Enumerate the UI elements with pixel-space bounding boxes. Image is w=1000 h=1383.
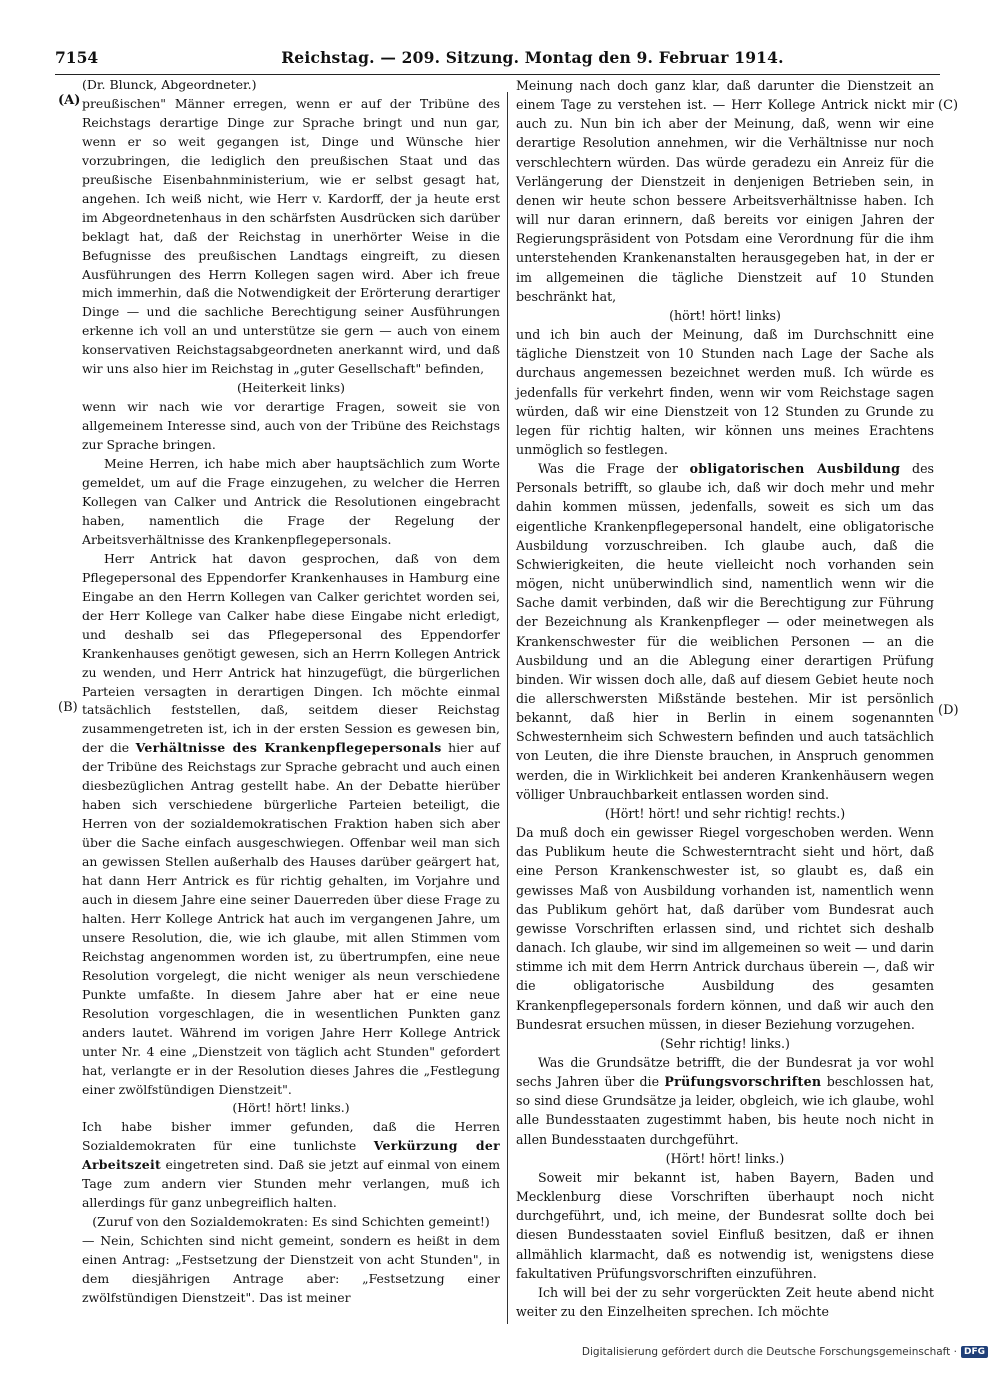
dfg-logo: DFG [961,1346,988,1358]
paragraph [82,1118,500,1213]
emphasis: obligatorischen Ausbildung [689,461,901,477]
margin-mark-d: (D) [938,703,959,718]
emphasis: Prüfungsvorschriften [664,1074,822,1090]
interjection: (Hört! hört! links.) [232,1100,350,1116]
emphasis: Verkürzung der Arbeitszeit [82,1138,500,1173]
paragraph: preußischen" Männer erregen, wenn er auf der Tribüne des Reichstags derartige Dinge zur Sprache bringt und nun gar, wenn er so weit gegangen ist, Dinge und Wünsche hier vorzubringen, die lediglich den preußischen Staat und das preußische Eisenbahnministerium, wie er selbst gesagt hat, angehen. Ich weiß nicht, wie Herr v. Kardorff, der ja heute erst im Abgeordnetenhaus in den schärfsten Ausdrücken sich darüber beklagt hat, daß der Reichstag in unerhörter Weise in die Befugnisse des preußischen Landtags eingreift, zu diesen Ausführungen des Herrn Kollegen sagen wird. Aber ich freue mich immerhin, daß die Notwendigkeit der Erörterung derartiger Dinge — und die sachliche Berechtigung seiner Ausführungen erkenne ich voll an und unterstütze sie gern — auch von einem konservativen Reichstagsabgeordneten anerkannt wird, und daß wir uns also hier im Reichstag in „guter Gesellschaft" befinden, [82,95,500,377]
paragraph-text: beschlossen hat, so sind diese Grundsätze ja leider, obgleich, wie ich glaube, wohl alle Bundesstaaten zugestimmt haben, bis heute noch nicht in allen Bundesstaaten durchgeführt. [516,1074,935,1147]
paragraph-text: hier auf der Tribüne des Reichstags zur Sprache gebracht und auch einen diesbezüglichen Antrag gestellt habe. An der Debatte hierüber haben sich verschiedene bürgerliche Parteien beteiligt, die Herren von der sozialdemokratischen Fraktion haben sich aber über die Sache einfach ausgeschwiegen. Offenbar weil man sich an gewissen Stellen außerhalb des Hauses darüber geärgert hat, hat dann Herr Antrick es für richtig gehalten, im Vorjahre und auch in diesem Jahre eine seiner Dauerreden über diese Frage zu halten. Herr Kollege Antrick hat auch im vergangenen Jahre, um unsere Resolution, die, wie ich glaube, mit allen Stimmen vom Reichstag angenommen worden ist, zu übertrumpfen, eine neue Resolution vorgelegt, die nicht weniger als neun verschiedene Punkte umfaßte. In diesem Jahre aber hat er eine neue Resolution vorgeschlagen, die in wesentlichen Punkten ganz anders lautet. Während im vorigen Jahre Herr Kollege Antrick unter Nr. 4 eine „Dienstzeit von täglich acht Stunden" gefordert hat, verlangte er in der Resolution dieses Jahres die „Festlegung einer zwölfstündigen Dienstzeit". [82,740,500,1097]
paragraph-text: Herr Antrick hat davon gesprochen, daß von dem Pflegepersonal des Eppendorfer Krankenhauses in Hamburg eine Eingabe an den Herrn Kollegen van Calker gerichtet worden sei, der Herr Kollege van Calker habe diese Eingabe nicht erledigt, und deshalb sei das Pflegepersonal des Eppendorfer Krankenhauses genötigt gewesen, sich an Herrn Kollegen Antrick zu wenden, und Herr Antrick hat hinzugefügt, die bürgerlichen Parteien versagten in derartigen Dingen. Ich möchte einmal tatsächlich feststellen, daß, seitdem dieser Reichstag zusammengetreten ist, ich in der ersten Session es gewesen bin, der die [82,550,500,756]
margin-mark-b: (B) [58,700,78,715]
interjection: (Hört! hört! links.) [665,1150,785,1166]
interjection: (Zuruf von den Sozialdemokraten: Es sind Schichten gemeint!) [92,1214,490,1230]
margin-mark-c: (C) [938,98,959,113]
page-number: 7154 [55,48,99,67]
speaker-label: (Dr. Blunck, Abgeordneter.) [82,77,257,92]
paragraph-text: eingetreten sind. Daß sie jetzt auf einmal von einem Tage zum andern vier Stunden mehr verlangen, muß ich allerdings für ganz unbegreiflich halten. [82,1157,500,1211]
margin-mark-a: (A) [58,93,81,108]
paragraph [516,459,934,804]
paragraph-text: Was die Grundsätze betrifft, die der Bundesrat ja vor wohl sechs Jahren über die [516,1054,934,1090]
interjection: (Sehr richtig! links.) [660,1035,790,1051]
right-column [516,76,934,1321]
footer-text: Digitalisierung gefördert durch die Deutsche Forschungsgemeinschaft · [581,1346,957,1358]
interjection: (hört! hört! links) [669,307,781,323]
paragraph: Meinung nach doch ganz klar, daß darunter die Dienstzeit an einem Tage zu verstehen ist. — Herr Kollege Antrick nickt mir auch zu. Nun bin ich aber der Meinung, daß, wenn wir eine derartige Resolution annehmen, wir die Verhältnisse nur noch verschlechtern würden. Das würde geradezu ein Anreiz für die Verlängerung der Dienstzeit in denjenigen Betrieben sein, in denen wir heute schon bessere Arbeitsverhältnisse haben. Ich will nur daran erinnern, daß bereits vor einigen Jahren der Regierungspräsident von Potsdam eine Verordnung für die ihm unterstehenden Krankenanstalten herausgegeben hat, in der er im allgemeinen die tägliche Dienstzeit auf 10 Stunden beschränkt hat, [516,78,934,304]
paragraph: wenn wir nach wie vor derartige Fragen, soweit sie von allgemeinem Interesse sind, auch von der Tribüne des Reichstags zur Sprache bringen. [82,399,500,453]
left-column [82,76,500,1308]
column-divider [507,92,508,1324]
paragraph [516,1053,934,1149]
paragraph: und ich bin auch der Meinung, daß im Durchschnitt eine tägliche Dienstzeit von 10 Stunden nach Lage der Sache als durchaus angemessen bezeichnet werden muß. Ich würde es jedenfalls für verkehrt finden, wenn wir vom Reichstage sagen würden, daß wir eine Dienstzeit von 12 Stunden zu Grunde zu legen für richtig halten, wir können uns meines Erachtens unmöglich so festlegen. [516,327,934,457]
interjection: (Hört! hört! und sehr richtig! rechts.) [604,805,846,821]
running-title: Reichstag. — 209. Sitzung. Montag den 9. Februar 1914. [281,48,784,67]
paragraph: Soweit mir bekannt ist, haben Bayern, Baden und Mecklenburg diese Vorschriften überhaupt noch nicht durchgeführt, und, ich meine, der Bundesrat sollte doch bei diesen Bundesstaaten soviel Einfluß besitzen, daß er ihnen allmählich klarmacht, daß es notwendig ist, wenigstens diese fakultativen Prüfungsvorschriften einzuführen. [516,1169,934,1281]
paragraph: Meine Herren, ich habe mich aber hauptsächlich zum Worte gemeldet, um auf die Frage einzugehen, zu welcher die Herren Kollegen van Calker und Antrick die Resolutionen eingebracht haben, namentlich die Frage der Regelung der Arbeitsverhältnisse des Krankenpflegepersonals. [82,456,500,547]
paragraph-text: Was die Frage der [538,461,678,477]
paragraph: Ich will bei der zu sehr vorgerückten Zeit heute abend nicht weiter zu den Einzelheiten sprechen. Ich möchte [516,1284,934,1319]
paragraph: Da muß doch ein gewisser Riegel vorgeschoben werden. Wenn das Publikum heute die Schwesterntracht sieht und hört, daß eine Person Krankenschwester ist, so glaubt es, daß ein gewisses Maß von Ausbildung vorhanden ist, namentlich wenn das Publikum gehört hat, daß darüber vom Bundesrat auch gewisse Vorschriften erlassen sind, und richtet sich deshalb danach. Ich glaube, wir sind im allgemeinen so weit — und darin stimme ich mit dem Herrn Antrick durchaus überein —, daß wir die obligatorische Ausbildung des gesamten Krankenpflegepersonals fordern können, und daß wir auch den Bundesrat ersuchen müssen, in dieser Beziehung vorzugehen. [516,825,934,1032]
paragraph: — Nein, Schichten sind nicht gemeint, sondern es heißt in dem einen Antrag: „Festsetzung der Dienstzeit von acht Stunden", in dem diesjährigen Antrage aber: „Festsetzung einer zwölfstündigen Dienstzeit". Das ist meiner [82,1233,500,1305]
paragraph [82,550,500,1100]
page-header [55,48,940,75]
paragraph-text: Ich habe bisher immer gefunden, daß die Herren Sozialdemokraten für eine tunlichste [82,1119,500,1154]
interjection: (Heiterkeit links) [237,380,345,396]
footer [582,1346,988,1358]
emphasis: Verhältnisse des Krankenpflegepersonals [135,740,442,756]
paragraph-text: des Personals betrifft, so glaube ich, daß wir doch mehr und mehr dahin kommen müssen, jedenfalls, soweit es sich um das eigentliche Krankenpflegepersonal handelt, eine obligatorische Ausbildung vorzuschreiben. Ich glaube auch, daß die Schwierigkeiten, die heute vielleicht noch vorhanden sein mögen, nicht unüberwindlich sind, namentlich wenn wir die Sache damit verbinden, daß wir die Berechtigung zur Führung der Bezeichnung als Krankenpfleger — oder meinetwegen als Krankenschwester für die weiblichen Personen — an die Ausbildung und an die Ablegung einer derartigen Prüfung binden. Wir wissen doch alle, daß auf diesem Gebiet heute noch die allerschwersten Mißstände bestehen. Mir ist persönlich bekannt, daß hier in Berlin in einem sogenannten Schwesternheim sich Schwestern befinden und auch tatsächlich von Leuten, die ihre Dienste brauchen, in Anspruch genommen werden, die in Wirklichkeit bei anderen Krankenhäusern wegen völliger Unbrauchbarkeit entlassen worden sind. [516,461,934,802]
